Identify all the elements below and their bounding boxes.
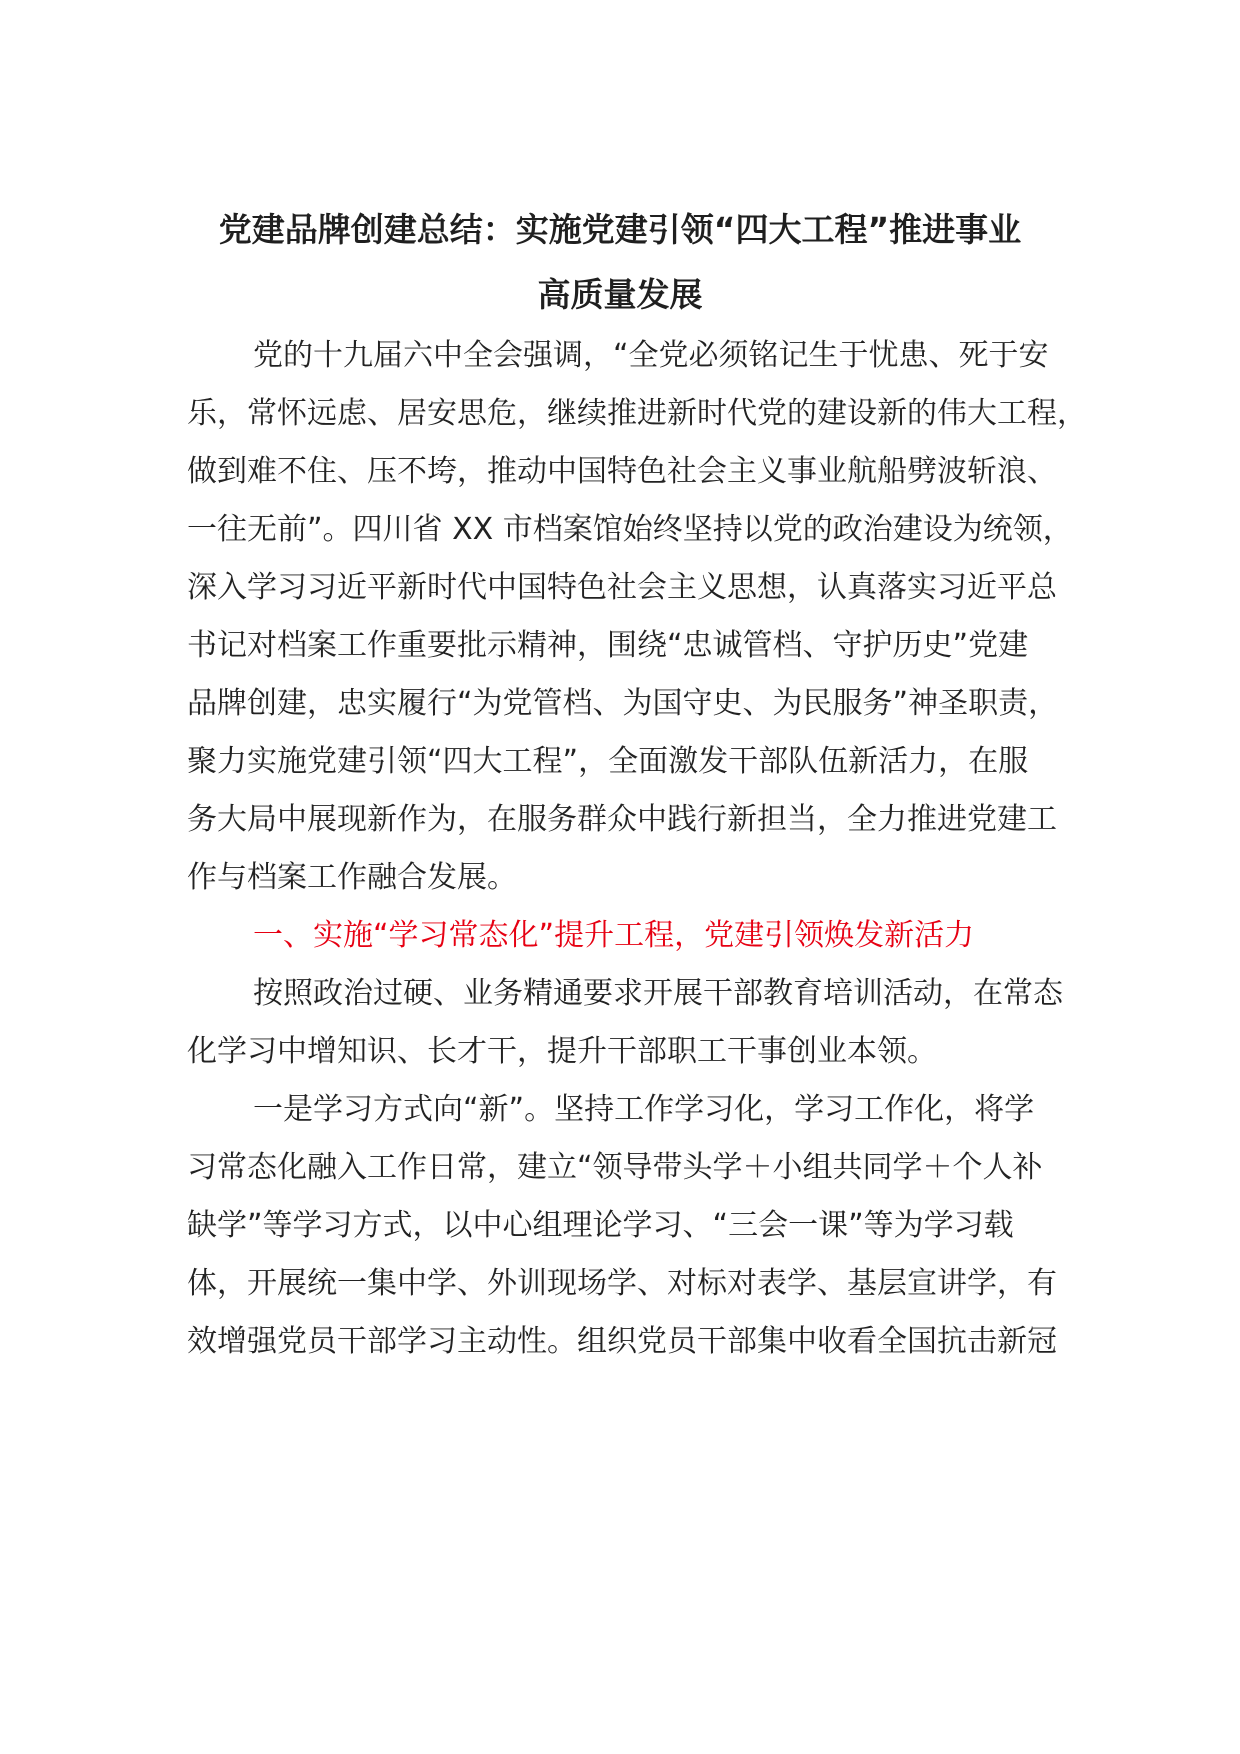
paragraph-line: 一是学习方式向“新”。坚持工作学习化，学习工作化，将学 <box>253 1092 1035 1127</box>
paragraph-line: 党的十九届六中全会强调，“全党必须铭记生于忧患、死于安 <box>253 338 1049 373</box>
paragraph-line: 聚力实施党建引领“四大工程”，全面激发干部队伍新活力，在服 <box>187 744 1029 779</box>
paragraph-line: 乐，常怀远虑、居安思危，继续推进新时代党的建设新的伟大工程， <box>187 396 1087 431</box>
paragraph-line: 做到难不住、压不垮，推动中国特色社会主义事业航船劈波斩浪、 <box>187 454 1057 489</box>
paragraph-line: 按照政治过硬、业务精通要求开展干部教育培训活动，在常态 <box>253 976 1063 1011</box>
paragraph-line: 化学习中增知识、长才干，提升干部职工干事创业本领。 <box>187 1034 937 1069</box>
paragraph-line: 习常态化融入工作日常，建立“领导带头学＋小组共同学＋个人补 <box>187 1150 1043 1185</box>
section-heading-1: 一、实施“学习常态化”提升工程，党建引领焕发新活力 <box>253 918 975 953</box>
paragraph-line: 效增强党员干部学习主动性。组织党员干部集中收看全国抗击新冠 <box>187 1324 1057 1359</box>
paragraph-line: 体，开展统一集中学、外训现场学、对标对表学、基层宣讲学，有 <box>187 1266 1057 1301</box>
paragraph-line: 品牌创建，忠实履行“为党管档、为国守史、为民服务”神圣职责， <box>187 686 1059 721</box>
paragraph-line: 作与档案工作融合发展。 <box>187 860 517 895</box>
document-title-line-1: 党建品牌创建总结：实施党建引领“四大工程”推进事业 <box>218 210 1022 249</box>
paragraph-line: 一往无前”。四川省 XX 市档案馆始终坚持以党的政治建设为统领， <box>187 512 1073 547</box>
paragraph-line: 深入学习习近平新时代中国特色社会主义思想，认真落实习近平总 <box>187 570 1057 605</box>
paragraph-line: 缺学”等学习方式，以中心组理论学习、“三会一课”等为学习载 <box>187 1208 1014 1243</box>
paragraph-line: 务大局中展现新作为，在服务群众中践行新担当，全力推进党建工 <box>187 802 1057 837</box>
paragraph-line: 书记对档案工作重要批示精神，围绕“忠诚管档、守护历史”党建 <box>187 628 1029 663</box>
document-title-line-2: 高质量发展 <box>537 275 703 314</box>
